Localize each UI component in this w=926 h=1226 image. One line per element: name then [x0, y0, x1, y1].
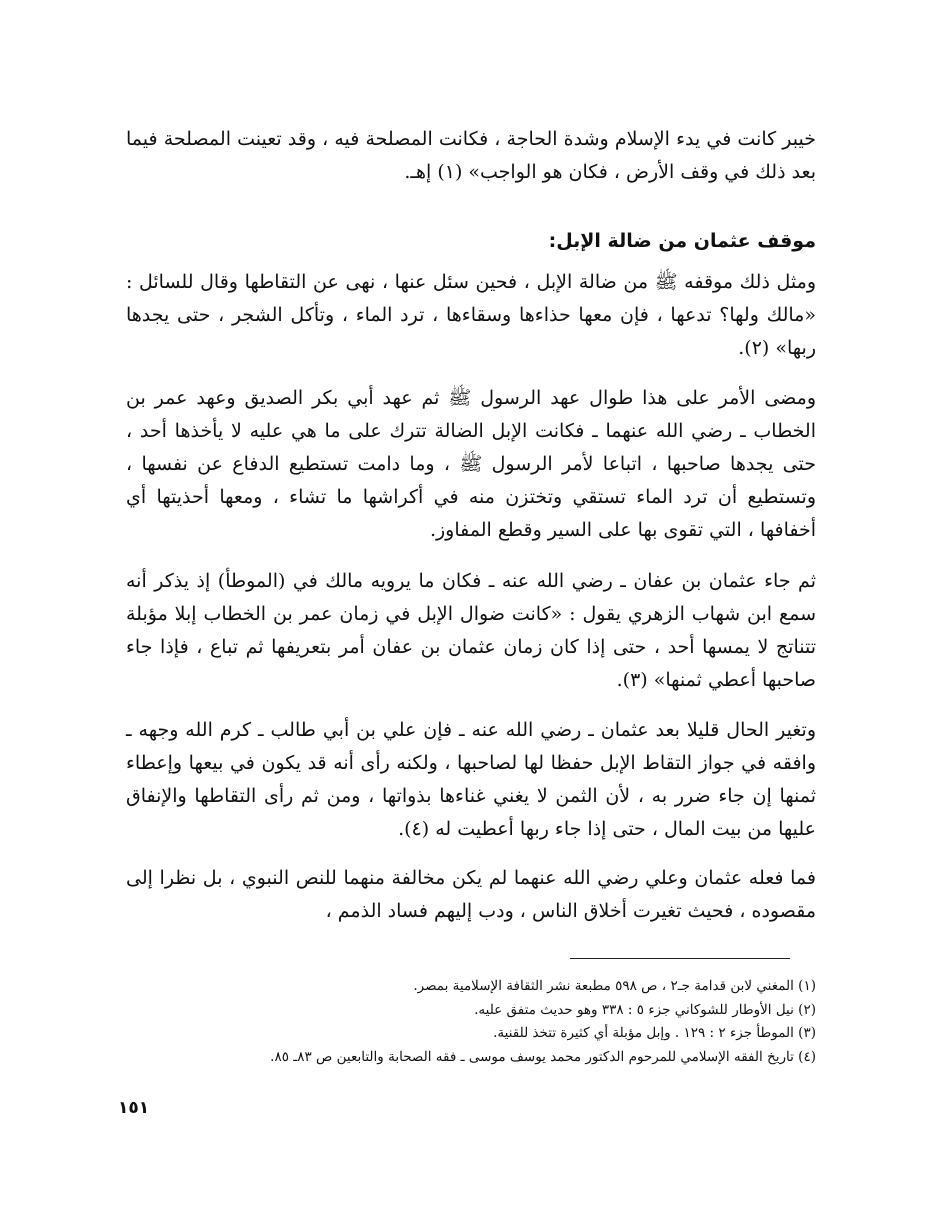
footnote-2: (٢) نيل الأوطار للشوكاني جزء ٥ : ٣٣٨ وهو حديث متفق عليه.	[474, 1001, 816, 1018]
paragraph-khaybar-continuation: خيبر كانت في يدء الإسلام وشدة الحاجة ، فكانت المصلحة فيه ، وقد تعينت المصلحة فيما بعد ذلك في وقف الأرض ، فكان هو الواجب» (١) إهـ.	[126, 128, 816, 183]
footnote-3: (٣) الموطأ جزء ٢ : ١٢٩ . وإبل مؤبلة أي كثيرة تتخذ للقنية.	[493, 1025, 816, 1041]
footnote-1: (١) المغني لابن قدامة جـ٢ ، ص ٥٩٨ مطبعة نشر الثقافة الإسلامية بمصر.	[413, 978, 816, 994]
paragraph-era-of-caliphs: ومضى الأمر على هذا طوال عهد الرسول ﷺ ثم عهد أبي بكر الصديق وعهد عمر بن الخطاب ـ رضي الله عنهما ـ فكانت الإبل الضالة تترك على ما هي عليه لا يأخذها أحد ، حتى يجدها صاحبها ، اتباعا لأمر الرسول ﷺ ، وما دامت تستطيع الدفاع عن نفسها ، وتستطيع أن ترد الماء تستقي وتختزن منه في أكراشها ما تشاء ، ومعها أحذيتها أي أخفافها ، التي تقوى بها على السير وقطع المفاوز.	[126, 387, 816, 541]
section-heading: موقف عثمان من ضالة الإبل:	[548, 230, 816, 252]
paragraph-conclusion: فما فعله عثمان وعلي رضي الله عنهما لم يكن مخالفة منهما للنص النبوي ، بل نظرا إلى مقصوده ، فحيث تغيرت أخلاق الناس ، ودب إليهم فساد الذمم ،	[126, 867, 816, 922]
paragraph-uthman-ruling: ثم جاء عثمان بن عفان ـ رضي الله عنه ـ فكان ما يرويه مالك في (الموطأ) إذ يذكر أنه سمع ابن شهاب الزهري يقول : «كانت ضوال الإبل في زمان عمر بن الخطاب إبلا مؤبلة تتناتج لا يمسها أحد ، حتى إذا كان زمان عثمان بن عفان أمر بتعريفها ثم تباع ، فإذا جاء صاحبها أعطي ثمنها» (٣).	[126, 570, 816, 691]
footnote-separator	[570, 958, 790, 959]
paragraph-ali-ruling: وتغير الحال قليلا بعد عثمان ـ رضي الله عنه ـ فإن علي بن أبي طالب ـ كرم الله وجهه ـ وافقه في جواز التقاط الإبل حفظا لها لصاحبها ، ولكنه رأى أنه قد يكون في بيعها وإعطاء ثمنها إن جاء ضرر به ، لأن الثمن لا يغني غناءها بذواتها ، ومن ثم رأى التقاطها والإنفاق عليها من بيت المال ، حتى إذا جاء ربها أعطيت له (٤).	[126, 719, 816, 840]
paragraph-stray-camels-stance: ومثل ذلك موقفه ﷺ من ضالة الإبل ، فحين سئل عنها ، نهى عن التقاطها وقال للسائل : «مالك ولها؟ تدعها ، فإن معها حذاءها وسقاءها ، ترد الماء ، وتأكل الشجر ، حتى يجدها ربها» (٢).	[126, 271, 816, 359]
footnote-4: (٤) تاريخ الفقه الإسلامي للمرحوم الدكتور محمد يوسف موسى ـ فقه الصحابة والتابعين ص ٨٣ـ ٨٥.	[270, 1048, 816, 1065]
footnotes-list	[116, 975, 816, 1069]
page-number: ١٥١	[118, 1098, 150, 1118]
